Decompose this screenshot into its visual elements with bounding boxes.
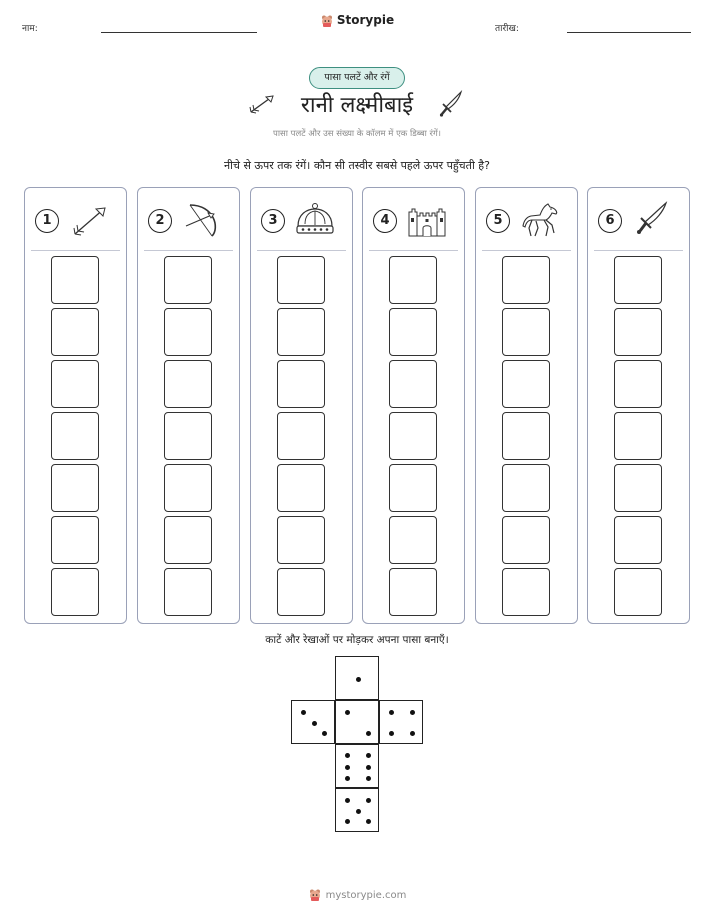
column-number: 6 — [598, 209, 622, 233]
color-box[interactable] — [502, 360, 550, 408]
color-box[interactable] — [51, 308, 99, 356]
storypie-logo-icon — [320, 14, 334, 28]
column-divider — [144, 250, 233, 251]
die-pip — [345, 819, 350, 824]
die-pip — [345, 776, 350, 781]
die-pip — [312, 721, 317, 726]
color-box[interactable] — [389, 464, 437, 512]
color-box[interactable] — [51, 360, 99, 408]
column-4 — [362, 187, 465, 624]
brand — [0, 13, 714, 28]
die-pip — [356, 809, 361, 814]
color-box[interactable] — [502, 568, 550, 616]
color-box[interactable] — [277, 516, 325, 564]
column-divider — [31, 250, 120, 251]
color-box[interactable] — [164, 360, 212, 408]
die-pip — [356, 677, 361, 682]
color-box[interactable] — [164, 464, 212, 512]
color-box[interactable] — [614, 308, 662, 356]
color-box[interactable] — [277, 464, 325, 512]
die-instruction: काटें और रेखाओं पर मोड़कर अपना पासा बनाएँ। — [265, 634, 449, 646]
color-box[interactable] — [614, 464, 662, 512]
column-1 — [24, 187, 127, 624]
color-box[interactable] — [389, 412, 437, 460]
castle-icon — [405, 200, 449, 240]
color-box[interactable] — [614, 256, 662, 304]
die-face-2 — [335, 700, 379, 744]
page-title: रानी लक्ष्मीबाई — [300, 93, 414, 118]
name-line — [101, 32, 257, 33]
color-box[interactable] — [614, 412, 662, 460]
color-box[interactable] — [502, 256, 550, 304]
color-box[interactable] — [389, 516, 437, 564]
die-pip — [345, 798, 350, 803]
die-pip — [366, 819, 371, 824]
column-number: 3 — [261, 209, 285, 233]
die-pip — [366, 776, 371, 781]
die-face-3 — [291, 700, 335, 744]
color-box[interactable] — [51, 256, 99, 304]
die-face-1 — [335, 656, 379, 700]
color-box[interactable] — [502, 464, 550, 512]
color-box[interactable] — [277, 360, 325, 408]
color-box[interactable] — [614, 516, 662, 564]
color-box[interactable] — [614, 360, 662, 408]
column-3 — [250, 187, 353, 624]
column-number: 1 — [35, 209, 59, 233]
date-label: तारीख: — [495, 24, 519, 34]
color-box[interactable] — [389, 568, 437, 616]
die-pip — [389, 710, 394, 715]
die-pip — [410, 710, 415, 715]
die-face-4 — [379, 700, 423, 744]
instruction: नीचे से ऊपर तक रंगें। कौन सी तस्वीर सबसे पहले ऊपर पहुँचती है? — [224, 159, 490, 172]
activity-badge: पासा पलटें और रंगें — [309, 67, 405, 89]
arrow-icon — [67, 200, 111, 240]
date-line — [567, 32, 691, 33]
footer — [0, 888, 714, 902]
color-box[interactable] — [389, 308, 437, 356]
die-face-6 — [335, 744, 379, 788]
color-box[interactable] — [389, 256, 437, 304]
die-pip — [389, 731, 394, 736]
column-number: 4 — [373, 209, 397, 233]
die-pip — [366, 731, 371, 736]
color-box[interactable] — [502, 412, 550, 460]
name-label: नाम: — [22, 24, 38, 34]
color-box[interactable] — [51, 568, 99, 616]
color-box[interactable] — [277, 256, 325, 304]
color-box[interactable] — [277, 412, 325, 460]
die-pip — [322, 731, 327, 736]
subtitle: पासा पलटें और उस संख्या के कॉलम में एक डिब्बा रंगें। — [273, 129, 441, 139]
sword-icon — [439, 90, 465, 118]
column-number: 2 — [148, 209, 172, 233]
die-pip — [301, 710, 306, 715]
color-box[interactable] — [164, 256, 212, 304]
column-2 — [137, 187, 240, 624]
color-box[interactable] — [502, 516, 550, 564]
column-5 — [475, 187, 578, 624]
die-pip — [345, 710, 350, 715]
column-6 — [587, 187, 690, 624]
color-box[interactable] — [51, 516, 99, 564]
color-box[interactable] — [277, 308, 325, 356]
column-divider — [369, 250, 458, 251]
die-pip — [410, 731, 415, 736]
footer-url[interactable]: mystorypie.com — [325, 890, 407, 901]
crown-icon — [293, 200, 337, 240]
die-pip — [366, 798, 371, 803]
sword-icon — [630, 200, 674, 240]
column-divider — [482, 250, 571, 251]
column-divider — [257, 250, 346, 251]
color-box[interactable] — [614, 568, 662, 616]
column-number: 5 — [486, 209, 510, 233]
color-box[interactable] — [389, 360, 437, 408]
color-box[interactable] — [164, 412, 212, 460]
color-box[interactable] — [51, 412, 99, 460]
storypie-logo-icon — [308, 888, 322, 902]
color-box[interactable] — [51, 464, 99, 512]
brand-name: Storypie — [336, 13, 395, 27]
die-face-5 — [335, 788, 379, 832]
color-box[interactable] — [277, 568, 325, 616]
die-pip — [366, 765, 371, 770]
column-divider — [594, 250, 683, 251]
die-pip — [345, 753, 350, 758]
bow-icon — [180, 200, 224, 240]
color-box[interactable] — [164, 568, 212, 616]
color-box[interactable] — [502, 308, 550, 356]
die-pip — [345, 765, 350, 770]
die-pip — [366, 753, 371, 758]
horse-icon — [518, 200, 562, 240]
color-box[interactable] — [164, 516, 212, 564]
color-box[interactable] — [164, 308, 212, 356]
